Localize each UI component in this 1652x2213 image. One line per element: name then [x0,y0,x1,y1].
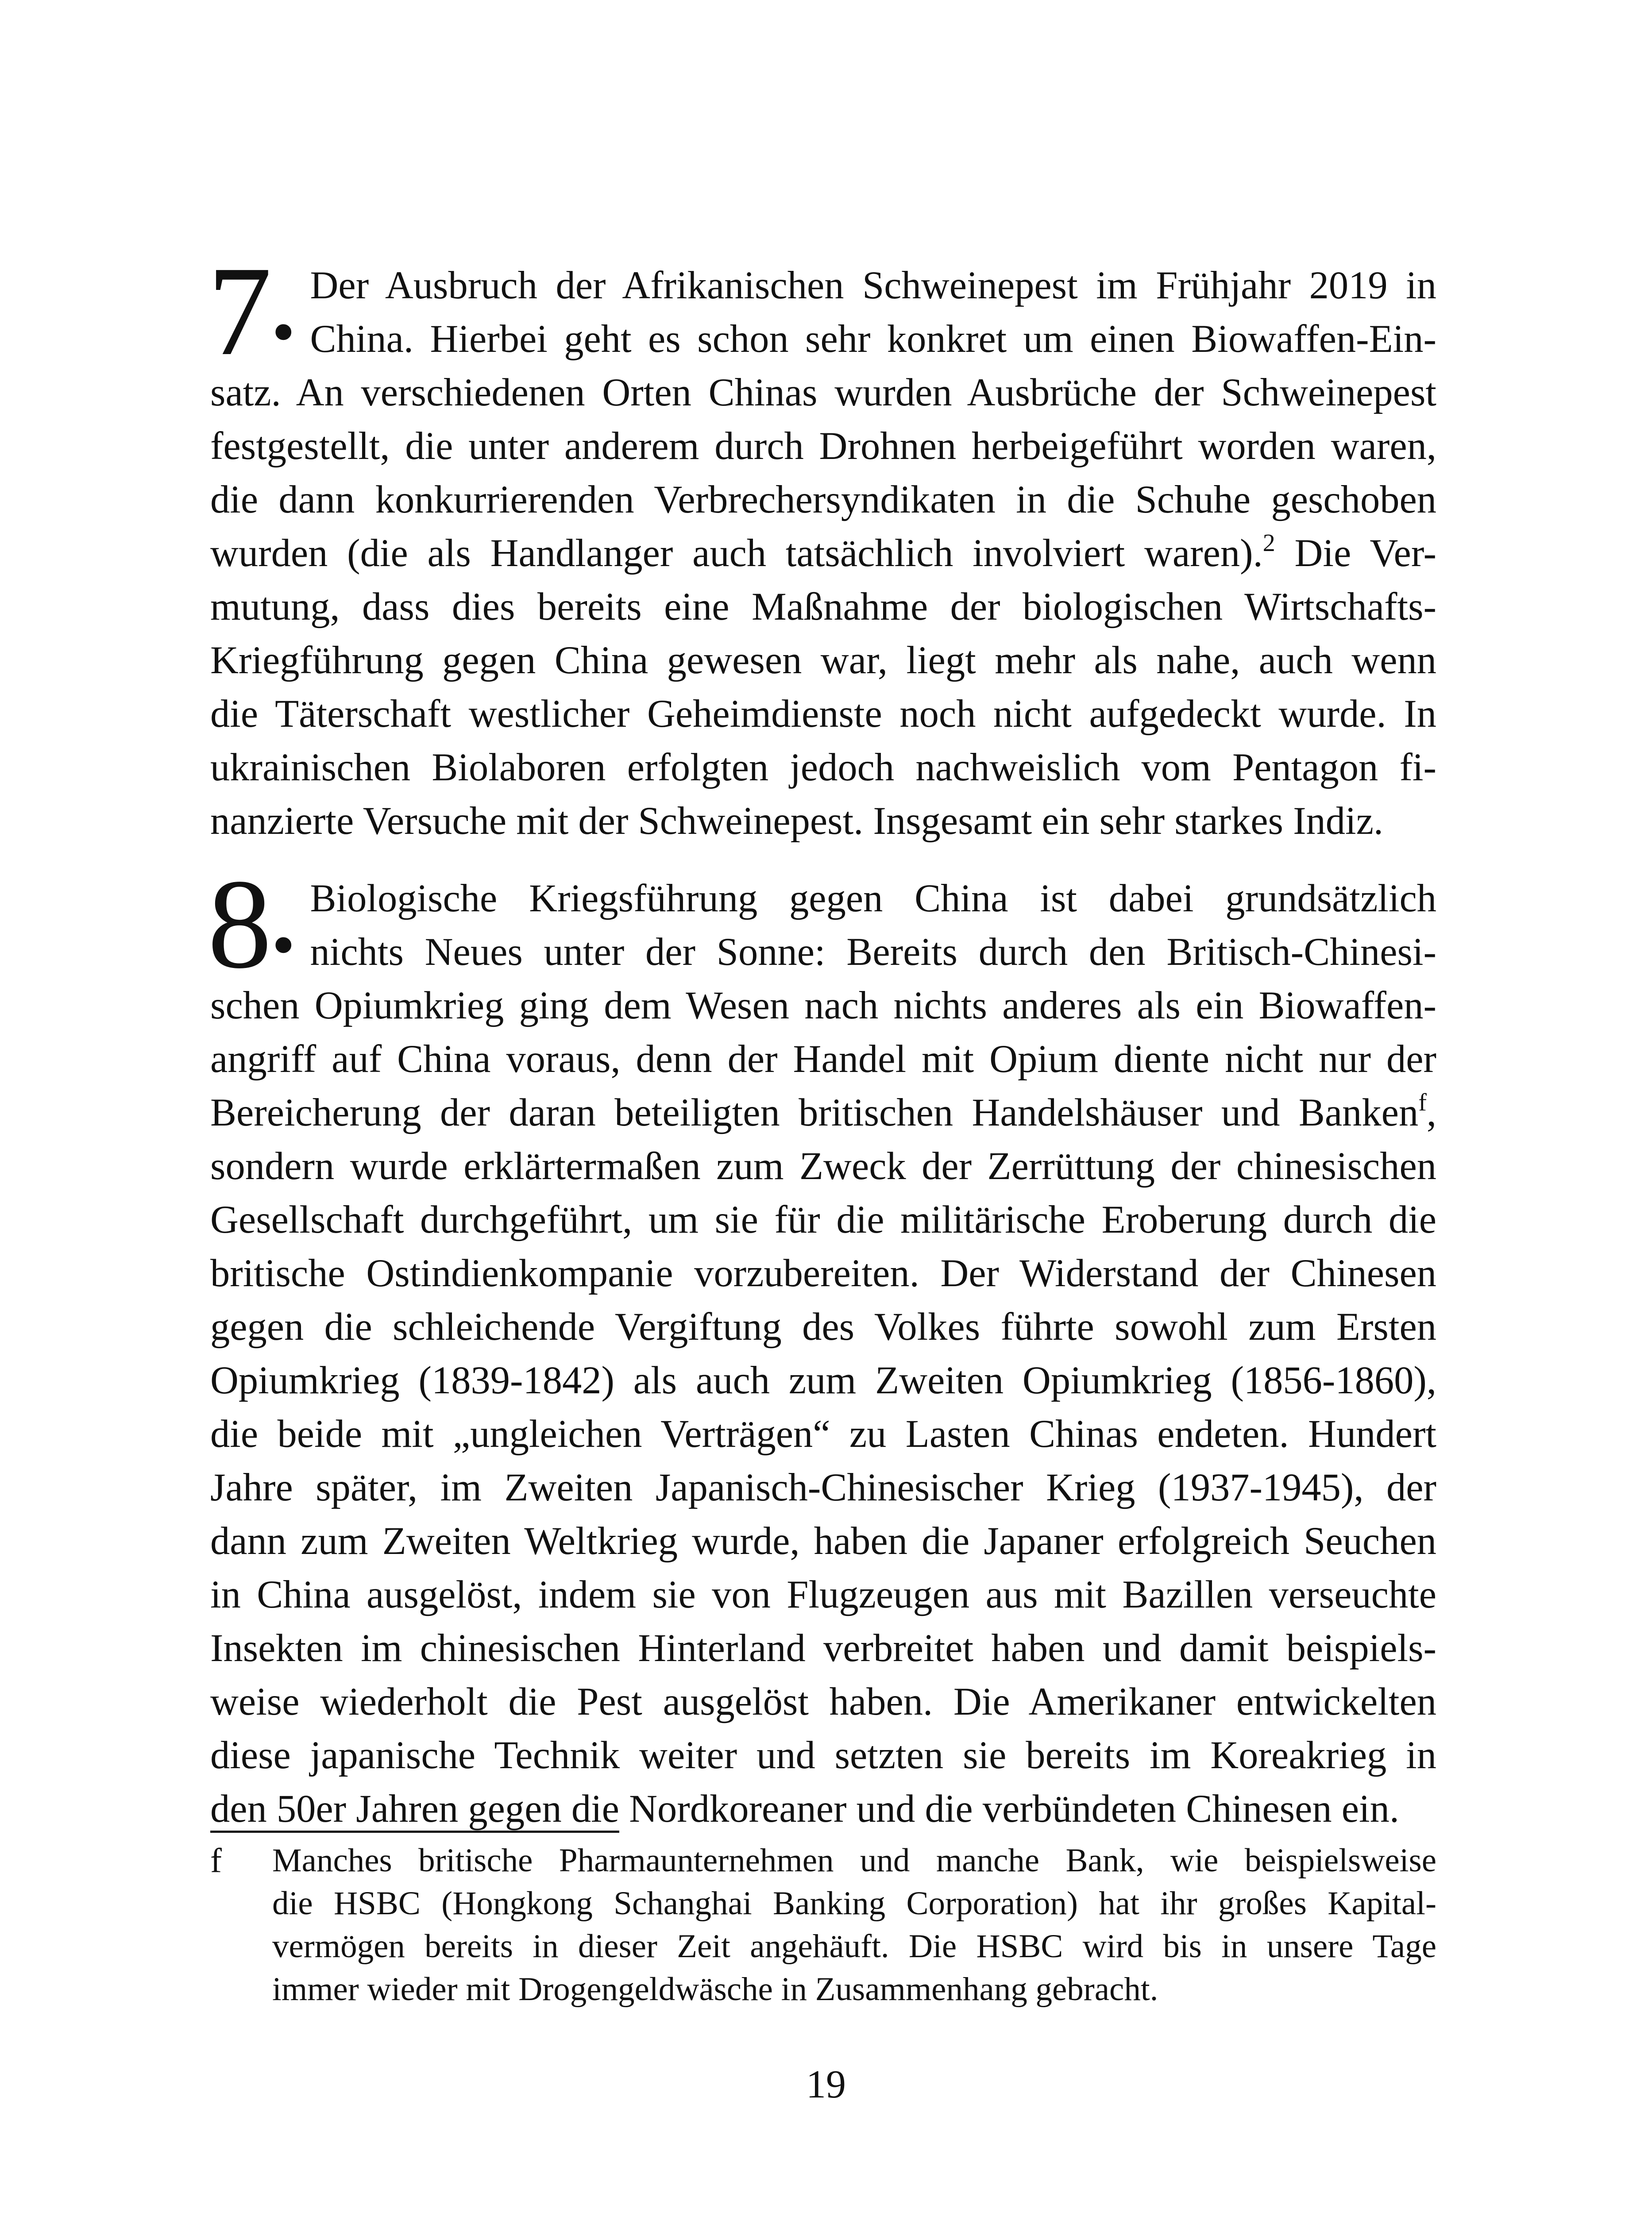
text-line: die beide mit „ungleichen Verträgen“ zu Lasten Chinas endeten. Hundert [210,1412,1436,1456]
text-segment: Bereicherung der daran beteiligten britischen Handelshäuser und Banken [210,1091,1419,1134]
text-line: ukrainischen Biolaboren erfolgten jedoch nachweislich vom Pentagon fi- [210,746,1436,789]
drop-number-7 [208,240,295,382]
footnote-line: immer wieder mit Drogengeldwäsche in Zusammenhang gebracht. [272,1971,1158,2008]
text-line: nanzierte Versuche mit der Schweinepest. Insgesamt ein sehr starkes Indiz. [210,799,1384,843]
footnote-separator-underline: den 50er Jahren gegen die [210,1787,619,1833]
text-line [210,1782,1436,1836]
text-line: Insekten im chinesischen Hinterland verbreitet haben und damit beispiels- [210,1627,1436,1670]
text-segment: Nordkoreaner und die verbündeten Chinesen ein. [619,1787,1399,1831]
drop-number-text: 8 [208,853,272,995]
text-line: China. Hierbei geht es schon sehr konkret um einen Biowaffen-Ein- [310,317,1436,361]
text-line: mutung, dass dies bereits eine Maßnahme der biologischen Wirtschafts- [210,585,1436,628]
footnote-marker: f [210,1841,222,1880]
text-line: Biologische Kriegsführung gegen China ist dabei grundsätzlich [310,877,1436,920]
footnote-line: Manches britische Pharmaunternehmen und manche Bank, wie beispielsweise [272,1842,1436,1879]
text-segment: Die Ver- [1275,532,1436,575]
footnote-line: die HSBC (Hongkong Schanghai Banking Corporation) hat ihr großes Kapital- [272,1885,1436,1922]
text-line: Der Ausbruch der Afrikanischen Schweinepest im Frühjahr 2019 in [310,264,1436,307]
text-line: weise wiederholt die Pest ausgelöst haben. Die Amerikaner entwickelten [210,1680,1436,1723]
text-line: britische Ostindienkompanie vorzubereiten. Der Widerstand der Chinesen [210,1252,1436,1295]
text-line: die dann konkurrierenden Verbrechersyndikaten in die Schuhe geschoben [210,478,1436,521]
text-line: diese japanische Technik weiter und setzten sie bereits im Koreakrieg in [210,1734,1436,1777]
drop-dot: • [272,295,295,369]
entry-7 [208,240,1436,848]
text-line: Kriegführung gegen China gewesen war, liegt mehr als nahe, auch wenn [210,639,1436,682]
text-line: schen Opiumkrieg ging dem Wesen nach nichts anderes als ein Biowaffen- [210,984,1436,1027]
text-line [210,527,1436,580]
footnote-ref-f: f [1418,1089,1427,1116]
page-number: 19 [806,2063,846,2106]
footnote-ref-2: 2 [1262,529,1275,557]
text-line: dann zum Zweiten Weltkrieg wurde, haben die Japaner erfolgreich Seuchen [210,1519,1436,1563]
text-line: Jahre später, im Zweiten Japanisch-Chinesischer Krieg (1937-1945), der [210,1466,1436,1509]
text-line: die Täterschaft westlicher Geheimdienste noch nicht aufgedeckt wurde. In [210,692,1436,736]
text-line: nichts Neues unter der Sonne: Bereits durch den Britisch-Chinesi- [310,930,1436,974]
text-segment: , [1426,1091,1436,1134]
text-line: festgestellt, die unter anderem durch Drohnen herbeigeführt worden waren, [210,424,1436,468]
text-line: in China ausgelöst, indem sie von Flugzeugen aus mit Bazillen verseuchte [210,1573,1436,1616]
text-line: sondern wurde erklärtermaßen zum Zweck der Zerrüttung der chinesischen [210,1145,1436,1188]
footnote-text [272,1839,1436,2011]
text-line: Gesellschaft durchgeführt, um sie für die militärische Eroberung durch die [210,1198,1436,1241]
text-line: angriff auf China voraus, denn der Handel mit Opium diente nicht nur der [210,1037,1436,1081]
text-segment: wurden (die als Handlanger auch tatsächlich involviert waren). [210,532,1263,575]
entry-8 [208,853,1436,1836]
text-line [210,1086,1436,1140]
drop-dot: • [272,908,295,982]
footnote-line: vermögen bereits in dieser Zeit angehäuft. Die HSBC wird bis in unsere Tage [272,1928,1436,1965]
drop-number-text: 7 [208,240,272,382]
text-line: gegen die schleichende Vergiftung des Volkes führte sowohl zum Ersten [210,1305,1436,1349]
drop-number-8 [208,853,295,995]
text-line: satz. An verschiedenen Orten Chinas wurden Ausbrüche der Schweinepest [210,371,1436,414]
text-line: Opiumkrieg (1839-1842) als auch zum Zweiten Opiumkrieg (1856-1860), [210,1359,1436,1402]
